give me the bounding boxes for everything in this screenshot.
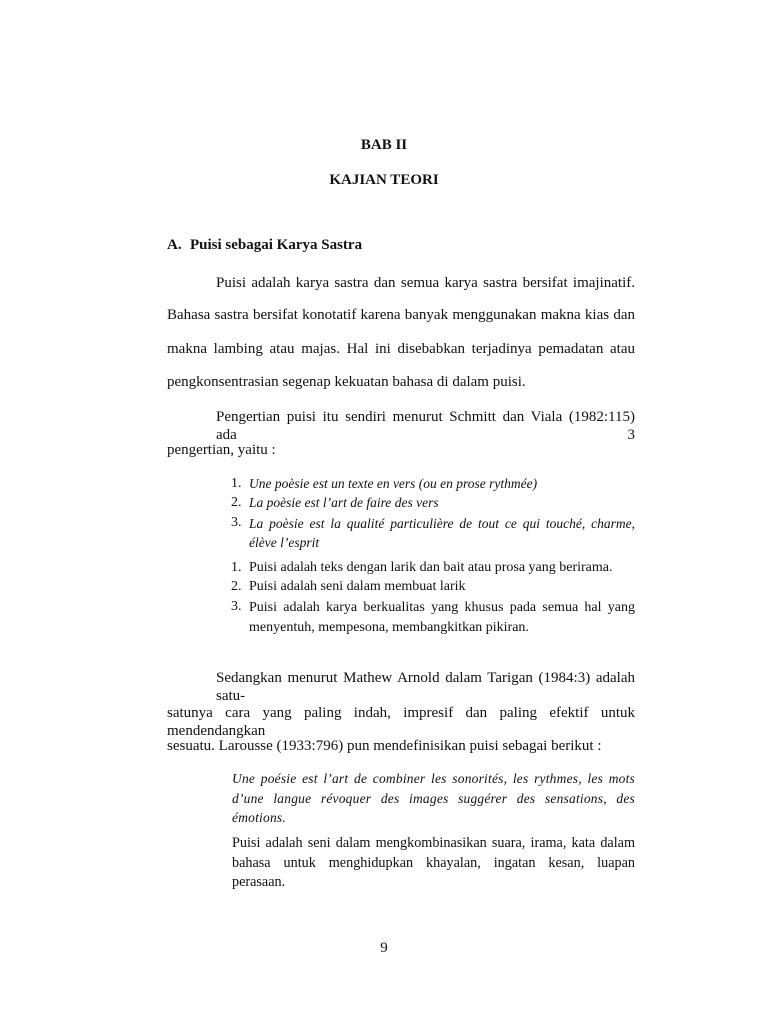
paragraph-3-line: satunya cara yang paling indah, impresif dan paling efektif untuk mendendangkan: [167, 705, 635, 739]
list-item-number: 1.: [231, 560, 242, 575]
list-item: [231, 514, 635, 552]
block-quote-indonesian: Puisi adalah seni dalam mengkombinasikan suara, irama, kata dalam bahasa untuk menghidupkan khayalan, ingatan kesan, luapan perasaan.: [232, 835, 635, 890]
list-item-number: 3.: [231, 599, 242, 614]
list-item: [231, 475, 635, 492]
page-number: 9: [380, 940, 388, 956]
paragraph-2-line: Pengertian puisi itu sendiri menurut Schmitt dan Viala (1982:115) ada 3: [216, 409, 635, 443]
block-quote-french: Une poésie est l’art de combiner les sonorités, les rythmes, les mots d’une langue révoquer des images suggérer des sensations, des émotions.: [232, 771, 635, 825]
paragraph-3-line: sesuatu. Larousse (1933:796) pun mendefinisikan puisi sebagai berikut :: [167, 738, 602, 754]
list-item-text: Puisi adalah karya berkualitas yang khusus pada semua hal yang menyentuh, mempesona, membangkitkan pikiran.: [249, 600, 635, 635]
list-item-text: Puisi adalah seni dalam membuat larik: [249, 579, 466, 594]
paragraph-2-line: pengertian, yaitu :: [167, 442, 276, 458]
section-title: Puisi sebagai Karya Sastra: [190, 237, 363, 253]
list-item-number: 3.: [231, 515, 242, 530]
list-item-text: La poèsie est l’art de faire des vers: [249, 495, 439, 510]
paragraph-3-line: Sedangkan menurut Mathew Arnold dalam Tarigan (1984:3) adalah satu-: [216, 670, 635, 704]
section-heading: [167, 237, 362, 254]
list-item: [231, 494, 635, 511]
list-item-number: 2.: [231, 579, 242, 594]
list-item: [231, 598, 635, 638]
section-number: A.: [167, 237, 182, 253]
paragraph-1-line: Bahasa sastra bersifat konotatif karena banyak menggunakan makna kias dan: [167, 307, 635, 323]
list-item-text: La poèsie est la qualité particulière de tout ce qui touché, charme, élève l’esprit: [249, 516, 635, 550]
list-item: [231, 578, 635, 595]
list-item: [231, 559, 635, 576]
chapter-title: KAJIAN TEORI: [329, 172, 439, 188]
paragraph-1-line: makna lambing atau majas. Hal ini disebabkan terjadinya pemadatan atau: [167, 341, 635, 357]
list-item-text: Une poèsie est un texte en vers (ou en prose rythmée): [249, 476, 538, 491]
chapter-label: BAB II: [360, 137, 408, 153]
list-item-text: Puisi adalah teks dengan larik dan bait atau prosa yang berirama.: [249, 560, 613, 575]
list-item-number: 1.: [231, 476, 242, 491]
paragraph-1-line: pengkonsentrasian segenap kekuatan bahasa di dalam puisi.: [167, 374, 526, 390]
list-item-number: 2.: [231, 495, 242, 510]
paragraph-1-line: Puisi adalah karya sastra dan semua karya sastra bersifat imajinatif.: [216, 275, 635, 291]
